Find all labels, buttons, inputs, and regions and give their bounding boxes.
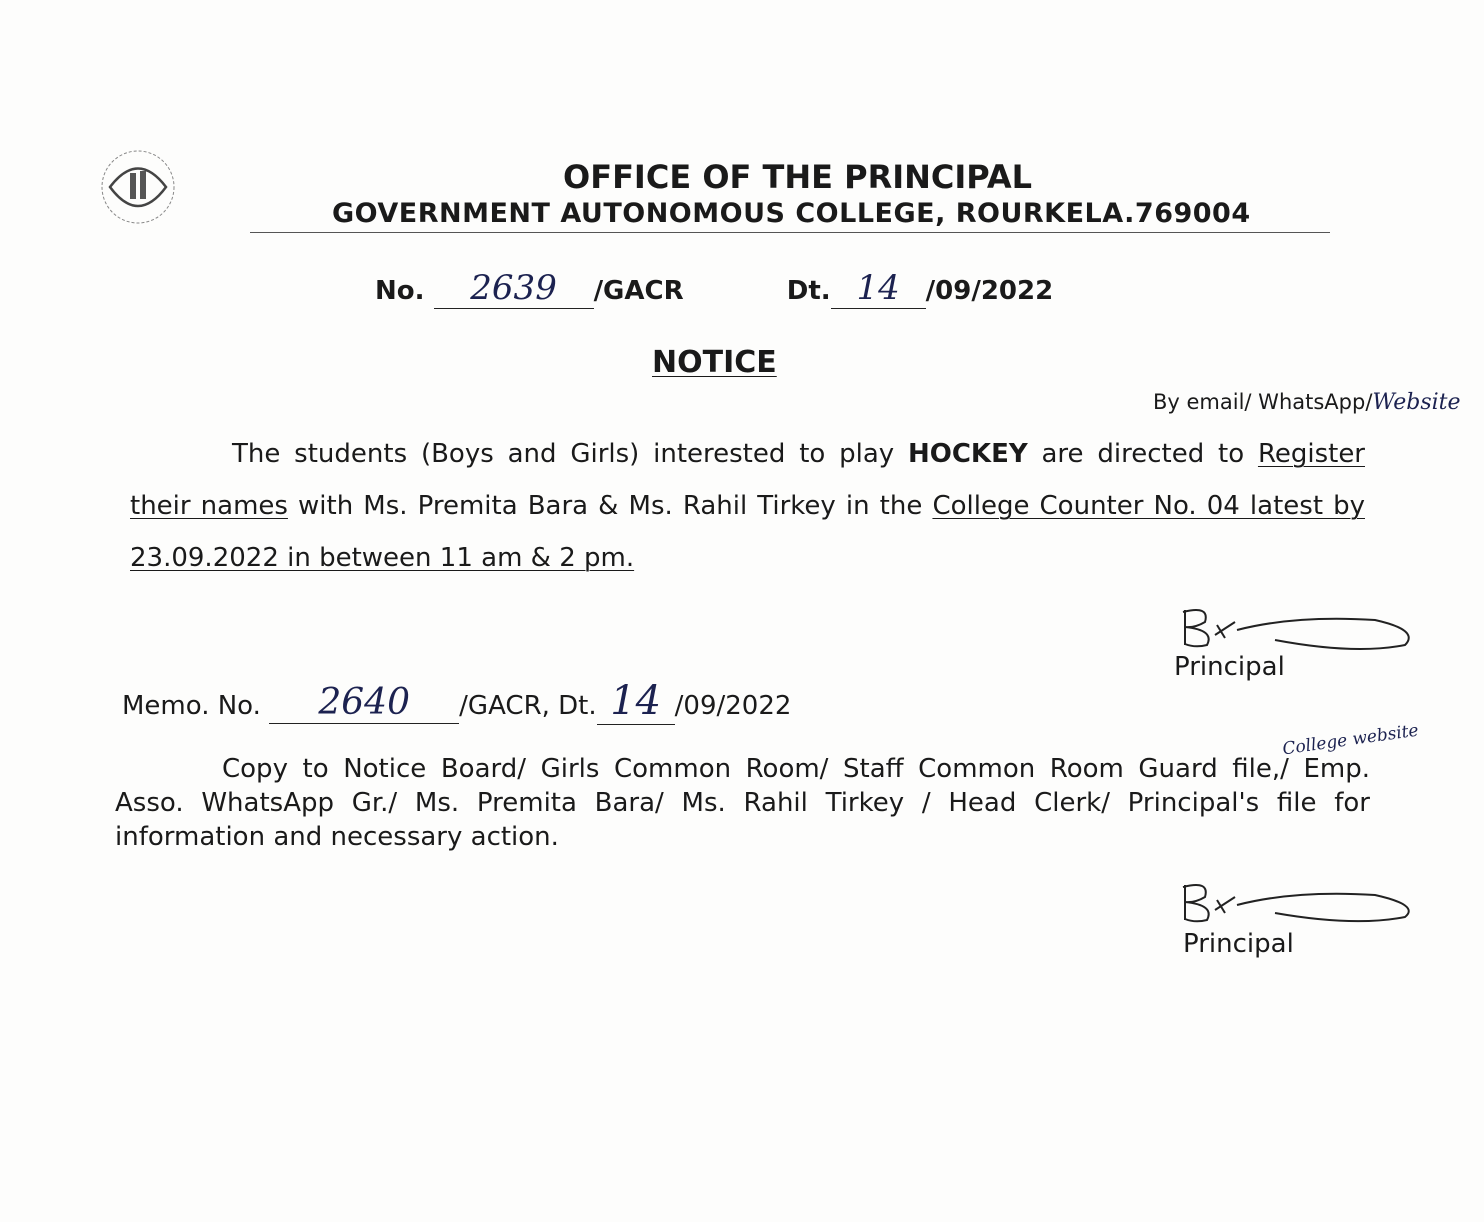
copy-to-paragraph [115,752,1370,854]
copy-line-3: information and necessary action. [115,822,559,852]
notice-heading: NOTICE [652,345,777,380]
text: College Counter No. 04 latest by [932,491,1365,521]
delivery-text: By email/ WhatsApp/ [1153,390,1373,414]
copy-line-2: Asso. WhatsApp Gr./ Ms. Premita Bara/ Ms. Rahil Tirkey / Head Clerk/ Principal's file for [115,788,1370,818]
college-name: GOVERNMENT AUTONOMOUS COLLEGE, ROURKELA.769004 [332,198,1251,229]
text: with Ms. Premita Bara & Ms. Rahil Tirkey in the [287,491,933,521]
principal-title-2: Principal [1183,929,1294,959]
no-label: No. [375,276,425,306]
reference-line [375,268,1053,309]
dt-label: Dt. [786,276,831,306]
principal-title-1: Principal [1174,652,1285,682]
handwritten-insert: College website [1281,720,1420,760]
reference-number: 2639 [434,268,594,309]
body-line-2 [130,480,1365,532]
body-line-3 [130,532,1365,584]
memo-mid: /GACR, Dt. [459,691,597,721]
delivery-handwritten: Website [1372,390,1461,415]
memo-line [122,678,791,725]
sport-name: HOCKEY [907,439,1028,469]
memo-label: Memo. No. [122,691,261,721]
notice-body [130,428,1365,584]
delivery-mode [1153,390,1461,415]
college-seal-icon [88,145,188,235]
copy-line-1: Copy to Notice Board/ Girls Common Room/ Staff Common Room Guard file,/ Emp. [222,754,1370,784]
office-title: OFFICE OF THE PRINCIPAL [563,158,1032,196]
principal-signature-2 [1175,875,1425,930]
dt-suffix: /09/2022 [925,276,1054,306]
memo-date-day: 14 [597,678,675,725]
text: Register [1257,439,1365,469]
principal-signature-1 [1175,600,1425,655]
memo-number: 2640 [269,682,459,724]
date-day: 14 [831,268,926,309]
memo-date-suffix: /09/2022 [674,691,792,721]
text: their names [130,491,288,521]
body-line-1 [130,428,1365,480]
text: are directed to [1027,439,1258,469]
no-suffix: /GACR [593,276,684,306]
text: The students (Boys and Girls) interested to play [232,439,908,469]
text: 23.09.2022 in between 11 am & 2 pm. [130,543,635,573]
header-rule [250,232,1330,233]
